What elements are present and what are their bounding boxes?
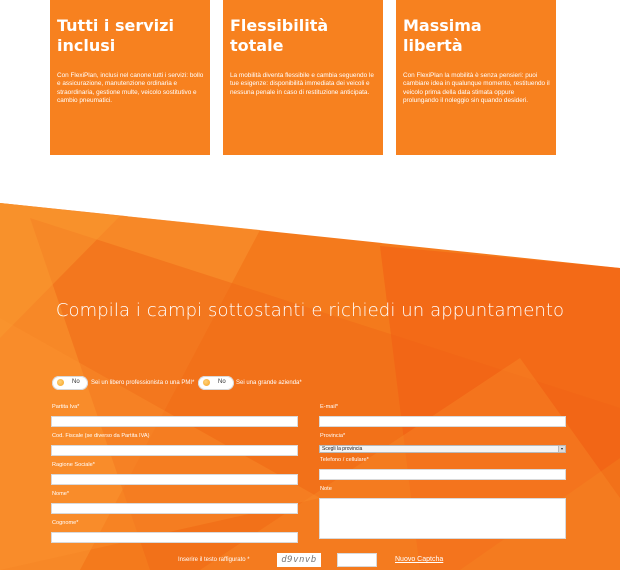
nome-input[interactable] [51, 503, 298, 514]
partita-iva-label: Partita Iva* [52, 404, 80, 410]
telefono-label: Telefono / cellulare* [320, 457, 369, 463]
form-title: Compila i campi sottostanti e richiedi un appuntamento [55, 300, 565, 321]
email-input[interactable] [319, 416, 566, 427]
cognome-input[interactable] [51, 532, 298, 543]
pmi-toggle[interactable] [52, 376, 88, 390]
pmi-toggle-caption: Sei un libero professionista o una PMI* [91, 380, 195, 386]
feature-text: Con FlexiPlan la mobilità è senza pensieri: puoi cambiare idea in qualunque momento, restituendo il veicolo prima della data stimata oppure prolungando il noleggio sin quando desideri. [403, 72, 550, 104]
provincia-select[interactable] [319, 445, 566, 453]
feature-title: Flessibilità totale [230, 16, 329, 55]
codice-fiscale-label: Cod. Fiscale (se diverso da Partita IVA) [52, 433, 150, 439]
feature-card-flessibilita [223, 0, 383, 155]
codice-fiscale-input[interactable] [51, 445, 298, 456]
toggle-value: No [218, 379, 226, 385]
feature-card-servizi [50, 0, 210, 155]
email-label: E-mail* [320, 404, 339, 410]
feature-title: Massima libertà [403, 16, 482, 55]
captcha-label: Inserire il testo raffigurato * [178, 557, 250, 563]
partita-iva-input[interactable] [51, 416, 298, 427]
captcha-input[interactable] [337, 553, 377, 567]
ragione-sociale-input[interactable] [51, 474, 298, 485]
toggle-knob [203, 379, 210, 386]
telefono-input[interactable] [319, 469, 566, 480]
feature-text: Con FlexiPlan, inclusi nel canone tutti i servizi: bollo e assicurazione, manutenzione ordinaria e straordinaria, gestione multe, veicolo sostitutivo e cambio pneumatici. [57, 72, 204, 104]
note-label: Note [320, 486, 332, 492]
features-section [0, 0, 620, 160]
provincia-selected-value: Scegli la provincia [322, 446, 363, 452]
feature-card-liberta [396, 0, 556, 155]
feature-text: La mobilità diventa flessibile e cambia seguendo le tue esigenze: disponibilità immediata dei veicoli e nessuna penale in caso di restituzione anticipata. [230, 72, 374, 96]
toggle-value: No [72, 379, 80, 385]
toggle-knob [57, 379, 64, 386]
note-textarea[interactable] [319, 498, 566, 539]
captcha-image: d9vnvb [277, 553, 321, 567]
feature-title: Tutti i servizi inclusi [57, 16, 174, 55]
chevron-down-icon: ▾ [558, 446, 565, 452]
grande-azienda-toggle-caption: Sei una grande azienda* [236, 380, 302, 386]
grande-azienda-toggle[interactable] [198, 376, 234, 390]
ragione-sociale-label: Ragione Sociale* [52, 462, 95, 468]
nome-label: Nome* [52, 491, 70, 497]
cognome-label: Cognome* [52, 520, 79, 526]
provincia-label: Provincia* [320, 433, 346, 439]
new-captcha-link[interactable]: Nuovo Captcha [395, 556, 444, 563]
